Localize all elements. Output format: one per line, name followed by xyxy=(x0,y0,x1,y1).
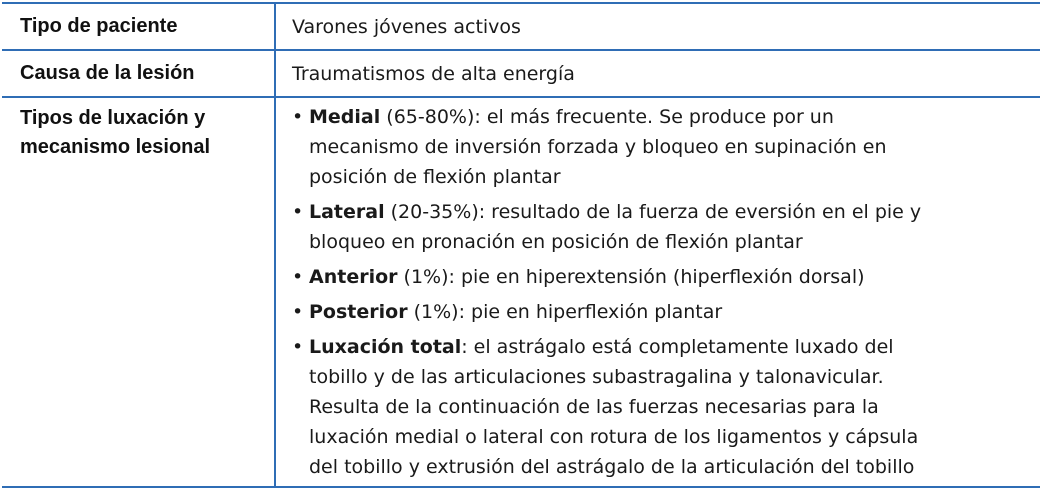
list-item-line: luxación medial o lateral con rotura de los ligamentos y cápsula xyxy=(309,426,919,448)
list-item-line: Resulta de la continuación de las fuerzas necesarias para la xyxy=(309,396,879,418)
list-item-text: (65-80%): el más frecuente. Se produce por un xyxy=(380,106,834,128)
row-header xyxy=(2,98,276,486)
list-item-line xyxy=(309,102,1040,132)
table-row-tipo-paciente xyxy=(2,4,1040,51)
list-item-text: (1%): pie en hiperflexión plantar xyxy=(407,301,723,323)
list-item-line xyxy=(309,297,1040,327)
list-item-term: Anterior xyxy=(309,266,398,288)
list-item-text: : el astrágalo está completamente luxado del xyxy=(461,336,894,358)
list-item-medial xyxy=(292,102,1040,192)
list-item-lateral xyxy=(292,197,1040,257)
list-item-text: (1%): pie en hiperextensión (hiperflexión dorsal) xyxy=(397,266,865,288)
list-item-line: posición de flexión plantar xyxy=(309,166,561,188)
list-item-line: bloqueo en pronación en posición de flexión plantar xyxy=(309,231,803,253)
list-item-term: Lateral xyxy=(309,201,385,223)
row-header: Causa de la lesión xyxy=(2,51,276,96)
row-header: Tipo de paciente xyxy=(2,4,276,49)
list-item-text: (20-35%): resultado de la fuerza de eversión en el pie y xyxy=(384,201,922,223)
list-item-line: mecanismo de inversión forzada y bloqueo en supinación en xyxy=(309,136,887,158)
bullet-icon: • xyxy=(292,106,304,128)
table-row-tipos-luxacion xyxy=(2,98,1040,486)
table-row-causa-lesion xyxy=(2,51,1040,98)
list-item-luxacion-total xyxy=(292,332,1040,482)
row-header-line: Tipos de luxación y xyxy=(20,107,206,129)
bullet-icon: • xyxy=(292,201,304,223)
info-table xyxy=(2,2,1040,488)
list-item-anterior xyxy=(292,262,1040,292)
list-item-line xyxy=(309,262,1040,292)
list-item-term: Medial xyxy=(309,106,381,128)
luxation-list xyxy=(276,98,1040,486)
list-item-line xyxy=(309,197,1040,227)
row-value: Traumatismos de alta energía xyxy=(292,62,575,85)
row-header-line: mecanismo lesional xyxy=(20,136,211,158)
bullet-icon: • xyxy=(292,336,304,358)
list-item-line: tobillo y de las articulaciones subastragalina y talonavicular. xyxy=(309,366,884,388)
list-item-line xyxy=(309,332,1040,362)
list-item-line: del tobillo y extrusión del astrágalo de la articulación del tobillo xyxy=(309,456,915,478)
bullet-icon: • xyxy=(292,266,304,288)
list-item-term: Posterior xyxy=(309,301,408,323)
row-value: Varones jóvenes activos xyxy=(292,15,521,38)
list-item-term: Luxación total xyxy=(309,336,462,358)
list-item-posterior xyxy=(292,297,1040,327)
bullet-icon: • xyxy=(292,301,304,323)
